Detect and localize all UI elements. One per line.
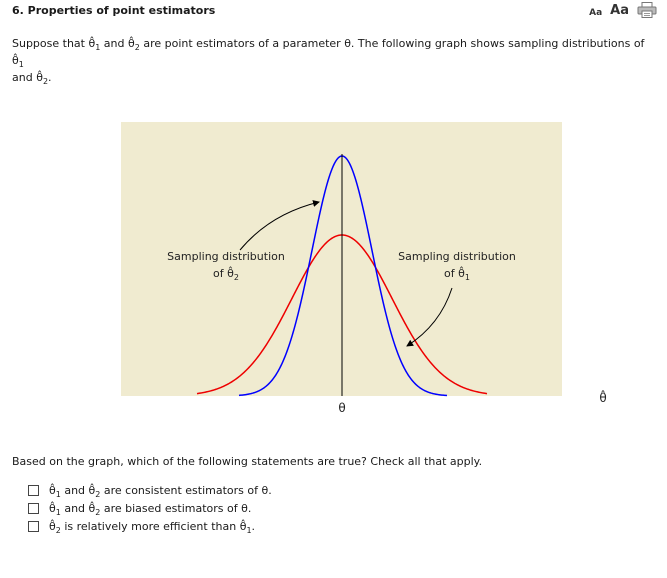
option-biased[interactable] [28,499,272,517]
option-efficient[interactable] [28,517,272,535]
left-label-line1: Sampling distribution [167,250,285,263]
option-label: $\thetâ_1$ and $\thetâ_2$ are consistent estimators of θ. [49,483,272,499]
sampling-distribution-graph [0,110,667,430]
estimator-axis-label: θ̂ [599,391,607,405]
checkbox[interactable] [28,521,39,532]
increase-font-button[interactable]: Aa [610,3,629,18]
checkbox[interactable] [28,503,39,514]
option-label: $\thetâ_1$ and $\thetâ_2$ are biased estimators of θ. [49,501,252,517]
checkbox[interactable] [28,485,39,496]
question-prompt: Based on the graph, which of the following statements are true? Check all that apply. [12,455,483,468]
option-label: $\thetâ_2$ is relatively more efficient than $\thetâ_1$. [49,519,256,535]
right-label-line1: Sampling distribution [398,250,516,263]
print-icon[interactable] [637,2,657,18]
question-title: 6. Properties of point estimators [12,4,216,17]
theta-axis-label: θ [338,401,346,415]
option-consistent[interactable] [28,481,272,499]
right-label-line2: of $\thetâ_1$ [444,267,470,282]
decrease-font-button[interactable]: Aa [589,8,603,18]
left-label-line2: of $\thetâ_2$ [213,267,239,282]
answer-options [28,481,272,535]
toolbar [589,2,657,18]
problem-statement: Suppose that $\thetâ_1$ and $\thetâ_2$ are point estimators of a parameter θ. The following graph shows sampling distributions of $\thetâ_1$ and $\thetâ_2$. [12,37,645,87]
